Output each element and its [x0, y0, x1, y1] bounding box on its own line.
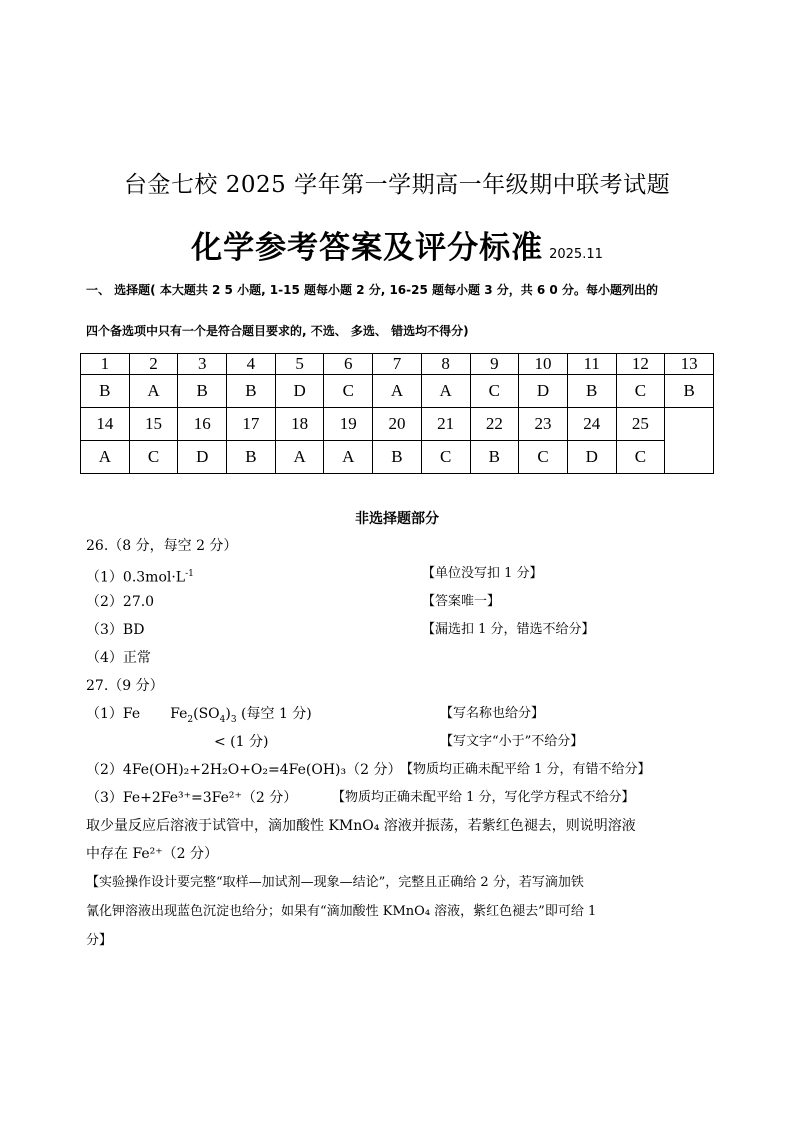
question-number: 15 [129, 408, 178, 441]
answer-letter: C [324, 375, 373, 408]
question-number: 11 [567, 354, 616, 375]
answer-letter: C [421, 441, 470, 474]
q27-header: 27.（9 分） [86, 678, 164, 694]
instructions-line-2: 四个备选项中只有一个是符合题目要求的, 不选、 多选、 错选均不得分) [86, 324, 469, 338]
answer-letter: B [470, 441, 519, 474]
q27-grading-note-line-1: 【实验操作设计要完整“取样—加试剂—现象—结论”，完整且正确给 2 分，若写滴加铁 [86, 875, 584, 890]
q26-answer-1-text: （1）0.3mol·L [86, 569, 186, 586]
question-number: 3 [178, 354, 227, 375]
answer-letter: B [567, 375, 616, 408]
answer-table [80, 353, 714, 474]
answer-letter: A [81, 441, 130, 474]
answer-letter: D [178, 441, 227, 474]
question-number: 16 [178, 408, 227, 441]
q27-answer-3b-line-2: 中存在 Fe²⁺（2 分） [86, 846, 219, 862]
q27-answer-3b-line-1: 取少量反应后溶液于试管中，滴加酸性 KMnO₄ 溶液并振荡，若紫红色褪去，则说明溶液 [86, 818, 636, 834]
answer-letter: A [129, 375, 178, 408]
question-number: 14 [81, 408, 130, 441]
q26-note-3: 【漏选扣 1 分，错选不给分】 [422, 622, 595, 637]
answer-table-row-answers-1 [81, 375, 714, 408]
q26-answer-2: （2）27.0 [86, 594, 155, 610]
question-number: 2 [129, 354, 178, 375]
instructions-line-1: 一、 选择题( 本大题共 2 5 小题, 1-15 题每小题 2 分, 16-25 题每小题 3 分，共 6 0 分。每小题列出的 [86, 283, 658, 297]
answer-key-heading [0, 222, 794, 267]
q26-answer-3: （3）BD [86, 622, 145, 638]
answer-letter: B [373, 441, 422, 474]
question-number: 5 [275, 354, 324, 375]
question-number: 8 [421, 354, 470, 375]
q27-answer-3: （3）Fe+2Fe³⁺=3Fe²⁺（2 分） [86, 790, 298, 806]
question-number: 1 [81, 354, 130, 375]
question-number: 21 [421, 408, 470, 441]
q27-grading-note-line-2: 氰化钾溶液出现蓝色沉淀也给分；如果有“滴加酸性 KMnO₄ 溶液，紫红色褪去”即可给 1 [86, 904, 597, 919]
answer-letter: D [567, 441, 616, 474]
q27-answer-1: （1）Fe $Fe_2(SO_4)_3$ (每空 1 分) [86, 706, 312, 725]
answer-letter: B [227, 375, 276, 408]
q26-note-1: 【单位没写扣 1 分】 [422, 566, 543, 581]
answer-letter: A [324, 441, 373, 474]
answer-letter: A [373, 375, 422, 408]
question-number: 4 [227, 354, 276, 375]
q26-answer-1 [86, 565, 194, 587]
question-number: 17 [227, 408, 276, 441]
question-number: 18 [275, 408, 324, 441]
answer-key-title: 化学参考答案及评分标准 [191, 230, 544, 266]
answer-letter: C [616, 375, 665, 408]
answer-letter: A [275, 441, 324, 474]
answer-letter: C [616, 441, 665, 474]
question-number: 12 [616, 354, 665, 375]
answer-letter: D [519, 375, 568, 408]
answer-key-date: 2025.11 [549, 247, 603, 262]
q26-header: 26.（8 分，每空 2 分） [86, 538, 238, 554]
q27-answer-1-formula-rest: (SO [193, 706, 220, 722]
answer-table-row-numbers-2 [81, 408, 714, 441]
q27-note-3: 【物质均正确未配平给 1 分，写化学方程式不给分】 [332, 790, 635, 805]
q27-answer-1-label: （1）Fe [86, 706, 141, 722]
answer-letter: A [421, 375, 470, 408]
question-number: 9 [470, 354, 519, 375]
question-number: 25 [616, 408, 665, 441]
question-number: 13 [665, 354, 714, 375]
q26-note-2: 【答案唯一】 [422, 594, 501, 609]
answer-letter: B [81, 375, 130, 408]
answer-letter: B [665, 375, 714, 408]
question-number: 7 [373, 354, 422, 375]
answer-table-row-answers-2 [81, 441, 714, 474]
q27-answer-1b: < (1 分) [214, 734, 269, 750]
answer-letter: C [519, 441, 568, 474]
empty-cell [665, 408, 714, 474]
q27-note-1b: 【写文字“小于”不给分】 [440, 734, 584, 749]
answer-letter: D [275, 375, 324, 408]
question-number: 20 [373, 408, 422, 441]
q27-answer-1-score: (每空 1 分) [241, 706, 312, 722]
question-number: 6 [324, 354, 373, 375]
q27-note-2: 【物质均正确未配平给 1 分，有错不给分】 [400, 762, 651, 777]
answer-table-row-numbers-1 [81, 354, 714, 375]
exam-title: 台金七校 2025 学年第一学期高一年级期中联考试题 [123, 172, 671, 198]
answer-letter: C [470, 375, 519, 408]
question-number: 24 [567, 408, 616, 441]
section-title: 非选择题部分 [355, 511, 439, 527]
question-number: 22 [470, 408, 519, 441]
answer-letter: C [129, 441, 178, 474]
q27-grading-note-line-3: 分】 [86, 933, 113, 948]
q27-answer-2: （2）4Fe(OH)₂+2H₂O+O₂=4Fe(OH)₃（2 分） [86, 762, 402, 778]
question-number: 19 [324, 408, 373, 441]
q26-answer-4: （4）正常 [86, 650, 151, 666]
q27-answer-1-formula: Fe [170, 706, 188, 722]
q26-answer-1-sup: -1 [185, 569, 194, 579]
question-number: 10 [519, 354, 568, 375]
answer-letter: B [227, 441, 276, 474]
answer-letter: B [178, 375, 227, 408]
question-number: 23 [519, 408, 568, 441]
q27-note-1: 【写名称也给分】 [440, 706, 545, 721]
